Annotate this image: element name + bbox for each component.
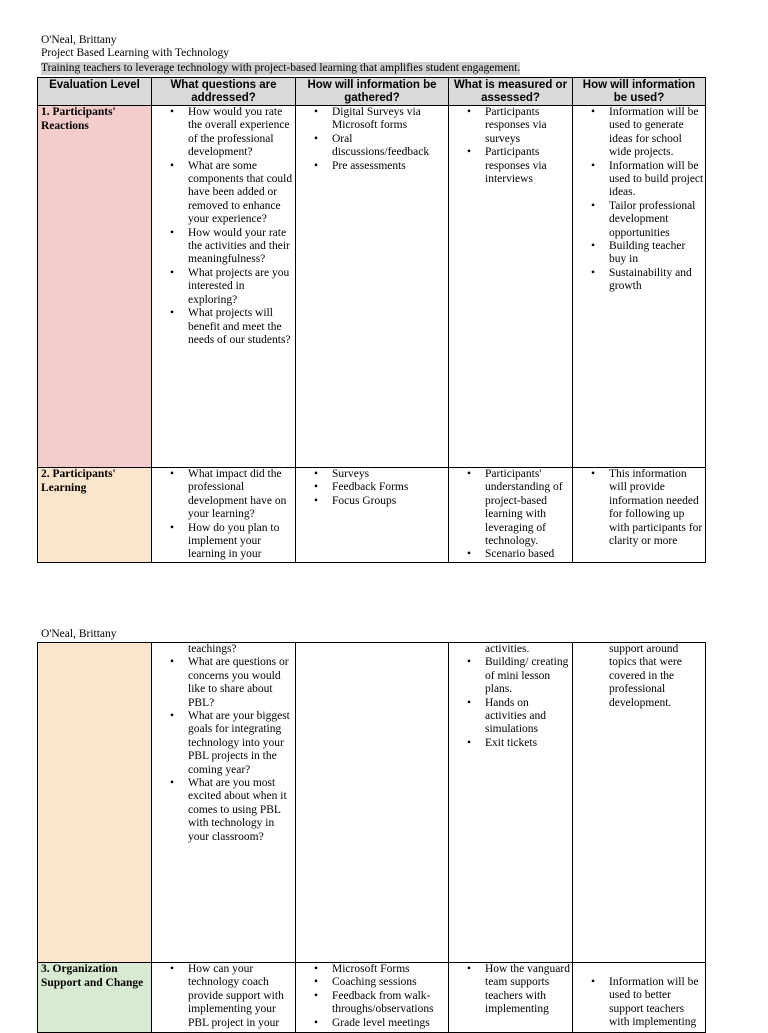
table-row (38, 963, 706, 1033)
level-cell (38, 468, 152, 563)
list-item: • Feedback Forms (332, 481, 448, 494)
table-row (38, 643, 706, 963)
list-item: • What projects are you interested in exploring? (188, 267, 295, 307)
measured-cell (449, 468, 573, 563)
training-goal: Training teachers to leverage technology with project-based learning that amplifies student engagement. (41, 62, 521, 74)
list-item-continued: teachings? (188, 643, 237, 655)
table-row (38, 468, 706, 563)
list-item: • Microsoft Forms (332, 963, 448, 976)
list-item: • How can your technology coach provide support with implementing your PBL project in your (188, 963, 295, 1030)
list-item: • Digital Surveys via Microsoft forms (332, 106, 448, 133)
list-item-continued: activities. (485, 643, 530, 655)
list-item: • Participants responses via interviews (485, 146, 572, 186)
questions-cell (152, 468, 296, 563)
measured-cell (449, 963, 573, 1033)
document-subtitle: Project Based Learning with Technology (41, 47, 230, 59)
used-cell (573, 963, 706, 1033)
list-item: • How the vanguard team supports teachers with implementing (485, 963, 572, 1017)
list-item: • Grade level meetings (332, 1017, 448, 1030)
used-cell (573, 468, 706, 563)
list-item: • Building teacher buy in (609, 240, 705, 267)
list-item: • Participants' understanding of project-based learning with leveraging of technology. (485, 468, 572, 548)
list-item: • Focus Groups (332, 495, 448, 508)
list-item: • How do you plan to implement your learning in your (188, 522, 295, 562)
list-item: • Surveys (332, 468, 448, 481)
list-item: • Tailor professional development opportunities (609, 200, 705, 240)
list-item: • Building/ creating of mini lesson plans. (485, 656, 572, 696)
author-name-page-2: O'Neal, Brittany (41, 628, 117, 640)
level-cell (38, 963, 152, 1033)
measured-cell (449, 106, 573, 468)
list-item: • Exit tickets (485, 737, 572, 750)
list-item: • What impact did the professional development have on your learning? (188, 468, 295, 522)
continued-text: support around topics that were covered in the professional development. (609, 643, 682, 709)
header-gathered: How will information be gathered? (296, 78, 449, 106)
list-item: • Scenario based (485, 548, 572, 561)
list-item: • How would your rate the activities and their meaningfulness? (188, 227, 295, 267)
list-item: • What are questions or concerns you would like to share about PBL? (188, 656, 295, 710)
list-item: • What projects will benefit and meet the needs of our students? (188, 307, 295, 347)
level-cell (38, 643, 152, 963)
list-item: • This information will provide information needed for following up with participants for clarity or more (609, 468, 705, 548)
used-cell (573, 106, 706, 468)
level-label: 1. Participants' Reactions (41, 106, 116, 132)
gathered-cell (296, 468, 449, 563)
header-measured: What is measured or assessed? (449, 78, 573, 106)
gathered-cell (296, 643, 449, 963)
header-questions: What questions are addressed? (152, 78, 296, 106)
list-item: • What are some components that could have been added or removed to enhance your experience? (188, 160, 295, 227)
table-row (38, 106, 706, 468)
list-item: • Hands on activities and simulations (485, 697, 572, 737)
measured-cell (449, 643, 573, 963)
header-used: How will information be used? (573, 78, 706, 106)
list-item: • Coaching sessions (332, 976, 448, 989)
gathered-cell (296, 106, 449, 468)
list-item: • Information will be used to generate ideas for school wide projects. (609, 106, 705, 160)
level-cell (38, 106, 152, 468)
list-item: • Oral discussions/feedback (332, 133, 448, 160)
used-cell (573, 643, 706, 963)
evaluation-table-page-1 (37, 77, 706, 563)
list-item: • Pre assessments (332, 160, 448, 173)
table-header-row (38, 78, 706, 106)
list-item: • Sustainability and growth (609, 267, 705, 294)
list-item: • Feedback from walk-throughs/observations (332, 990, 448, 1017)
gathered-cell (296, 963, 449, 1033)
level-label: 3. Organization Support and Change (41, 963, 144, 989)
header-evaluation-level: Evaluation Level (38, 78, 152, 106)
questions-cell (152, 963, 296, 1033)
questions-cell (152, 106, 296, 468)
questions-cell (152, 643, 296, 963)
list-item: • Information will be used to build project ideas. (609, 160, 705, 200)
evaluation-table-page-2 (37, 642, 706, 1033)
level-label: 2. Participants' Learning (41, 468, 116, 494)
author-name: O'Neal, Brittany (41, 34, 117, 46)
list-item: • How would you rate the overall experience of the professional development? (188, 106, 295, 160)
list-item: • What are your biggest goals for integrating technology into your PBL projects in the coming year? (188, 710, 295, 777)
list-item: • Information will be used to better support teachers with implementing (609, 976, 705, 1030)
list-item: • Participants responses via surveys (485, 106, 572, 146)
list-item: • What are you most excited about when it comes to using PBL with technology in your classroom? (188, 777, 295, 844)
